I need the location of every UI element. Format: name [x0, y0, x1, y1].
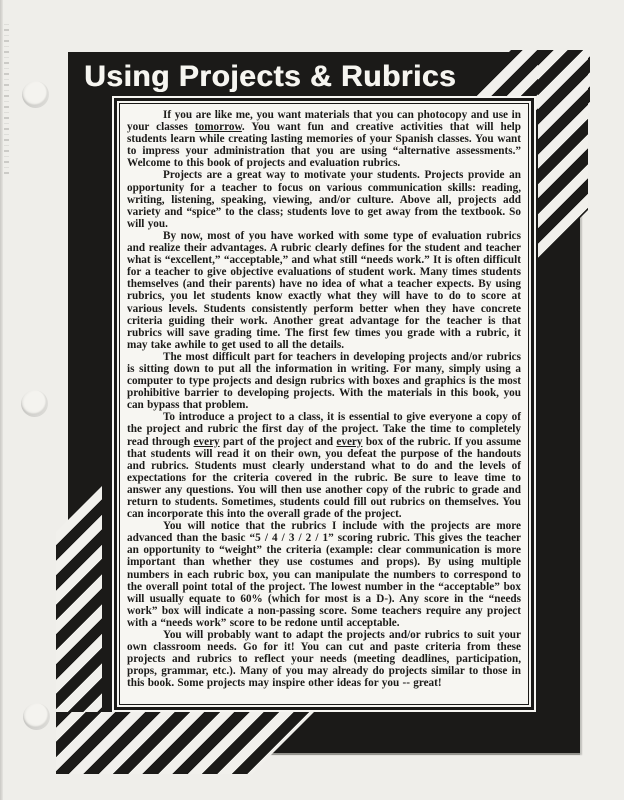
paragraph	[127, 629, 521, 689]
underlined-text: every	[193, 435, 220, 448]
text-segment: If you are like me, you want materials that you can photocopy and use in your classes	[127, 109, 521, 134]
scan-handwriting-artifact	[4, 24, 9, 174]
paragraph	[127, 351, 521, 411]
text-segment: . You want fun and creative activities that will help students learn while creating lasting memories of your Spanish classes. You want to impress your administration that you are using “alternative assessments.” Welcome to this book of projects and evaluation rubrics.	[127, 121, 521, 170]
underlined-text: every	[336, 435, 363, 448]
paragraph	[127, 230, 521, 351]
page-title: Using Projects & Rubrics	[84, 60, 457, 93]
paragraph	[127, 109, 521, 169]
text-segment: You will notice that the rubrics I include with the projects are more advanced than the basic “5 / 4 / 3 / 2 / 1” scoring rubric. This gives the teacher an opportunity to “weight” the criteria (example: clear communication is more important than whether they use costumes and props). By using multiple numbers in each rubric box, you can manipulate the numbers to correspond to the overall point total of the project. The lowest number in the “acceptable” box will usually equate to 60% (which for most is a D-). Any score in the “needs work” box will indicate a non-passing score. Some teachers require any project with a “needs work” score to be redone until acceptable.	[127, 520, 521, 629]
article-body	[119, 103, 529, 705]
text-segment: part of the project and	[219, 435, 337, 448]
text-segment: By now, most of you have worked with some type of evaluation rubrics and realize their advantages. A rubric clearly defines for the student and teacher what is “excellent,” “acceptable,” and what still “needs work.” It is often difficult for a teacher to give objective evaluations of student work. Many times students themselves (and their parents) have no idea of what a teacher expects. By using rubrics, you let students know exactly what they will have to do to score at various levels. Students consistently perform better when they have concrete criteria guiding their work. Another great advantage for the teacher is that rubrics will save grading time. The first few times you grade with a rubric, it may take awhile to get used to all the details.	[127, 229, 521, 351]
punch-hole	[23, 703, 50, 730]
text-segment: Projects are a great way to motivate your students. Projects provide an opportunity for a teacher to focus on various communication skills: reading, writing, listening, speaking, viewing, and/or culture. Above all, projects add variety and “spice” to the class; students love to get away from the textbook. So will you.	[127, 169, 521, 230]
text-segment: box of the rubric. If you assume that students will read it on their own, you defeat the purpose of the handouts and rubrics. Students must clearly understand what to do and the levels of expectations for the criteria covered in the rubric. Be sure to leave time to answer any questions. You will then use another copy of the rubric to grade and return to students. Sometimes, students could fill out rubrics on themselves. You can incorporate this into the overall grade of the project.	[127, 435, 521, 521]
diagonal-stripes-right-edge	[538, 50, 588, 260]
text-segment: To introduce a project to a class, it is essential to give everyone a copy of the project and rubric the first day of the project. Take the time to completely read through	[127, 411, 521, 448]
paragraph	[127, 520, 521, 629]
diagonal-stripes-bottom-left	[56, 712, 314, 774]
text-segment: You will probably want to adapt the projects and/or rubrics to suit your own classroom needs. Go for it! You can cut and paste criteria from these projects and rubrics to reflect your needs (meeting deadlines, participation, props, grammar, etc.). Many of you may already do projects similar to those in this book. Some projects may inspire other ideas for you -- great!	[127, 629, 521, 690]
underlined-text: tomorrow	[194, 121, 242, 134]
content-box-border	[114, 98, 534, 710]
punch-hole	[22, 81, 49, 108]
text-segment: The most difficult part for teachers in developing projects and/or rubrics is sitting down to put all the information in writing. For many, simply using a computer to type projects and design rubrics with boxes and graphics is the most prohibitive barrier to developing projects. With the materials in this book, you can bypass that problem.	[127, 350, 521, 412]
punch-hole	[21, 390, 48, 417]
scan-edge-artifact	[0, 0, 3, 800]
content-box	[112, 96, 536, 712]
paragraph	[127, 169, 521, 229]
paragraph	[127, 411, 521, 520]
